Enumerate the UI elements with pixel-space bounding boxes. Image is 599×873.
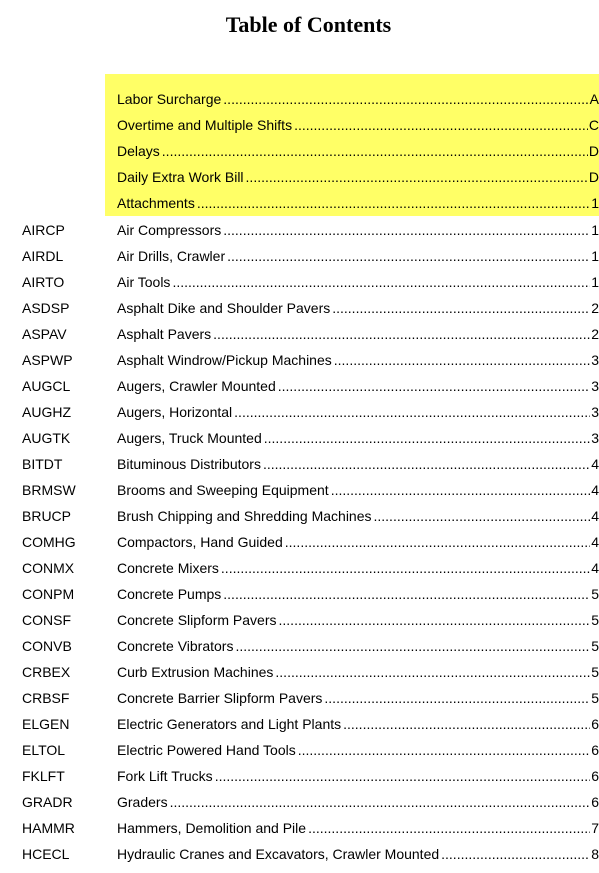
dot-leader [235, 636, 590, 656]
dot-leader [275, 662, 590, 682]
toc-row-highlighted[interactable] [0, 193, 599, 213]
toc-row[interactable] [0, 558, 599, 578]
dot-leader [264, 428, 590, 448]
toc-entry [117, 272, 599, 292]
page-number: 4 [591, 560, 599, 576]
toc-row[interactable] [0, 506, 599, 526]
page-number: 4 [591, 534, 599, 550]
page-number: 8 [591, 846, 599, 862]
equipment-code: HAMMR [22, 820, 75, 836]
toc-entry [117, 167, 599, 187]
toc-entry [117, 636, 599, 656]
page-number: 6 [591, 768, 599, 784]
page-number: 6 [591, 742, 599, 758]
entry-label: Hydraulic Cranes and Excavators, Crawler Mounted [117, 846, 440, 862]
toc-row-highlighted[interactable] [0, 89, 599, 109]
toc-row[interactable] [0, 636, 599, 656]
toc-row[interactable] [0, 818, 599, 838]
dot-leader [324, 688, 590, 708]
entry-label: Compactors, Hand Guided [117, 534, 283, 550]
toc-entry [117, 298, 599, 318]
equipment-code: BITDT [22, 456, 63, 472]
page-number: 1 [591, 195, 599, 211]
toc-entry [117, 506, 599, 526]
equipment-code: CONSF [22, 612, 71, 628]
toc-row-highlighted[interactable] [0, 115, 599, 135]
entry-label: Delays [117, 143, 160, 159]
dot-leader [441, 844, 590, 864]
page-number: 1 [591, 222, 599, 238]
entry-label: Air Drills, Crawler [117, 248, 226, 264]
entry-label: Electric Generators and Light Plants [117, 716, 342, 732]
page-number: 3 [591, 430, 599, 446]
dot-leader [331, 480, 591, 500]
dot-leader [223, 89, 588, 109]
page-number: D [588, 143, 599, 159]
equipment-code: GRADR [22, 794, 73, 810]
page-number: 3 [591, 352, 599, 368]
equipment-code: ASDSP [22, 300, 70, 316]
entry-label: Labor Surcharge [117, 91, 222, 107]
dot-leader [343, 714, 590, 734]
toc-row-highlighted[interactable] [0, 141, 599, 161]
page-number: 7 [591, 820, 599, 836]
page-number: D [588, 169, 599, 185]
page-number: 5 [591, 690, 599, 706]
entry-label: Overtime and Multiple Shifts [117, 117, 293, 133]
page-title: Table of Contents [225, 12, 392, 37]
entry-label: Concrete Barrier Slipform Pavers [117, 690, 323, 706]
toc-entry [117, 141, 599, 161]
equipment-code: AUGHZ [22, 404, 71, 420]
toc-entry [117, 454, 599, 474]
page-number: 5 [591, 664, 599, 680]
toc-row[interactable] [0, 402, 599, 422]
entry-label: Augers, Horizontal [117, 404, 233, 420]
dot-leader [223, 220, 590, 240]
equipment-code: ASPAV [22, 326, 67, 342]
toc-entry [117, 714, 599, 734]
dot-leader [298, 740, 590, 760]
toc-entry [117, 350, 599, 370]
page-number: 4 [591, 482, 599, 498]
dot-leader [285, 532, 590, 552]
dot-leader [278, 376, 590, 396]
entry-label: Fork Lift Trucks [117, 768, 213, 784]
entry-label: Daily Extra Work Bill [117, 169, 244, 185]
equipment-code: ELGEN [22, 716, 70, 732]
toc-row[interactable] [0, 662, 599, 682]
entry-label: Concrete Pumps [117, 586, 222, 602]
toc-row[interactable] [0, 584, 599, 604]
toc-row[interactable] [0, 610, 599, 630]
dot-leader [213, 324, 590, 344]
equipment-code: AUGCL [22, 378, 71, 394]
equipment-code: CONVB [22, 638, 72, 654]
entry-label: Augers, Truck Mounted [117, 430, 262, 446]
toc-entry [117, 324, 599, 344]
page-number: 5 [591, 586, 599, 602]
toc-entry [117, 480, 599, 500]
toc-row[interactable] [0, 428, 599, 448]
equipment-code: AUGTK [22, 430, 71, 446]
toc-row[interactable] [0, 792, 599, 812]
toc-entry [117, 688, 599, 708]
toc-entry [117, 662, 599, 682]
entry-label: Hammers, Demolition and Pile [117, 820, 307, 836]
page-number: 5 [591, 612, 599, 628]
entry-label: Asphalt Windrow/Pickup Machines [117, 352, 332, 368]
toc-entry [117, 610, 599, 630]
toc-entry [117, 376, 599, 396]
entry-label: Augers, Crawler Mounted [117, 378, 276, 394]
dot-leader [172, 272, 590, 292]
toc-row[interactable] [0, 740, 599, 760]
entry-label: Brooms and Sweeping Equipment [117, 482, 329, 498]
equipment-code: AIRTO [22, 274, 65, 290]
toc-entry [117, 402, 599, 422]
toc-entry [117, 584, 599, 604]
entry-label: Curb Extrusion Machines [117, 664, 274, 680]
dot-leader [223, 584, 590, 604]
toc-entry [117, 532, 599, 552]
toc-entry [117, 193, 599, 213]
toc-row[interactable] [0, 324, 599, 344]
entry-label: Concrete Mixers [117, 560, 219, 576]
toc-row[interactable] [0, 246, 599, 266]
dot-leader [170, 792, 591, 812]
toc-row[interactable] [0, 298, 599, 318]
equipment-code: AIRCP [22, 222, 65, 238]
toc-row[interactable] [0, 480, 599, 500]
dot-leader [215, 766, 591, 786]
equipment-code: ELTOL [22, 742, 66, 758]
toc-entry [117, 246, 599, 266]
equipment-code: CRBEX [22, 664, 71, 680]
entry-label: Bituminous Distributors [117, 456, 261, 472]
toc-row[interactable] [0, 844, 599, 864]
equipment-code: HCECL [22, 846, 70, 862]
dot-leader [246, 167, 588, 187]
entry-label: Asphalt Pavers [117, 326, 212, 342]
toc-row[interactable] [0, 532, 599, 552]
page-number: A [589, 91, 599, 107]
dot-leader [374, 506, 591, 526]
entry-label: Concrete Slipform Pavers [117, 612, 277, 628]
toc-entry [117, 558, 599, 578]
toc-entry [117, 792, 599, 812]
dot-leader [227, 246, 590, 266]
entry-label: Air Compressors [117, 222, 222, 238]
toc-row[interactable] [0, 220, 599, 240]
toc-row[interactable] [0, 454, 599, 474]
dot-leader [234, 402, 590, 422]
dot-leader [263, 454, 590, 474]
toc-row[interactable] [0, 766, 599, 786]
equipment-code: COMHG [22, 534, 76, 550]
equipment-code: CONMX [22, 560, 75, 576]
page-number: 3 [591, 404, 599, 420]
dot-leader [221, 558, 590, 578]
entry-label: Attachments [117, 195, 195, 211]
page-number: 6 [591, 716, 599, 732]
page-number: 1 [591, 248, 599, 264]
toc-row[interactable] [0, 714, 599, 734]
page-number: 4 [591, 508, 599, 524]
equipment-code: ASPWP [22, 352, 73, 368]
toc-entry [117, 740, 599, 760]
page-number: 5 [591, 638, 599, 654]
toc-entry [117, 428, 599, 448]
toc-entry [117, 220, 599, 240]
toc-entry [117, 766, 599, 786]
dot-leader [294, 115, 588, 135]
entry-label: Brush Chipping and Shredding Machines [117, 508, 372, 524]
equipment-code: AIRDL [22, 248, 64, 264]
dot-leader [197, 193, 590, 213]
dot-leader [332, 298, 590, 318]
equipment-code: CRBSF [22, 690, 70, 706]
page-number: 2 [591, 300, 599, 316]
equipment-code: BRUCP [22, 508, 72, 524]
dot-leader [334, 350, 590, 370]
toc-row[interactable] [0, 688, 599, 708]
page-number: 3 [591, 378, 599, 394]
entry-label: Graders [117, 794, 168, 810]
entry-label: Air Tools [117, 274, 171, 290]
page-number: C [588, 117, 599, 133]
dot-leader [279, 610, 591, 630]
toc-entry [117, 115, 599, 135]
toc-row[interactable] [0, 350, 599, 370]
page-number: 4 [591, 456, 599, 472]
page-number: 6 [591, 794, 599, 810]
page-number: 1 [591, 274, 599, 290]
equipment-code: BRMSW [22, 482, 76, 498]
entry-label: Electric Powered Hand Tools [117, 742, 296, 758]
toc-entry [117, 844, 599, 864]
toc-entry [117, 89, 599, 109]
toc-entry [117, 818, 599, 838]
toc-row-highlighted[interactable] [0, 167, 599, 187]
equipment-code: CONPM [22, 586, 75, 602]
page-number: 2 [591, 326, 599, 342]
entry-label: Asphalt Dike and Shoulder Pavers [117, 300, 331, 316]
dot-leader [308, 818, 590, 838]
toc-row[interactable] [0, 376, 599, 396]
dot-leader [162, 141, 588, 161]
equipment-code: FKLFT [22, 768, 65, 784]
toc-row[interactable] [0, 272, 599, 292]
entry-label: Concrete Vibrators [117, 638, 234, 654]
